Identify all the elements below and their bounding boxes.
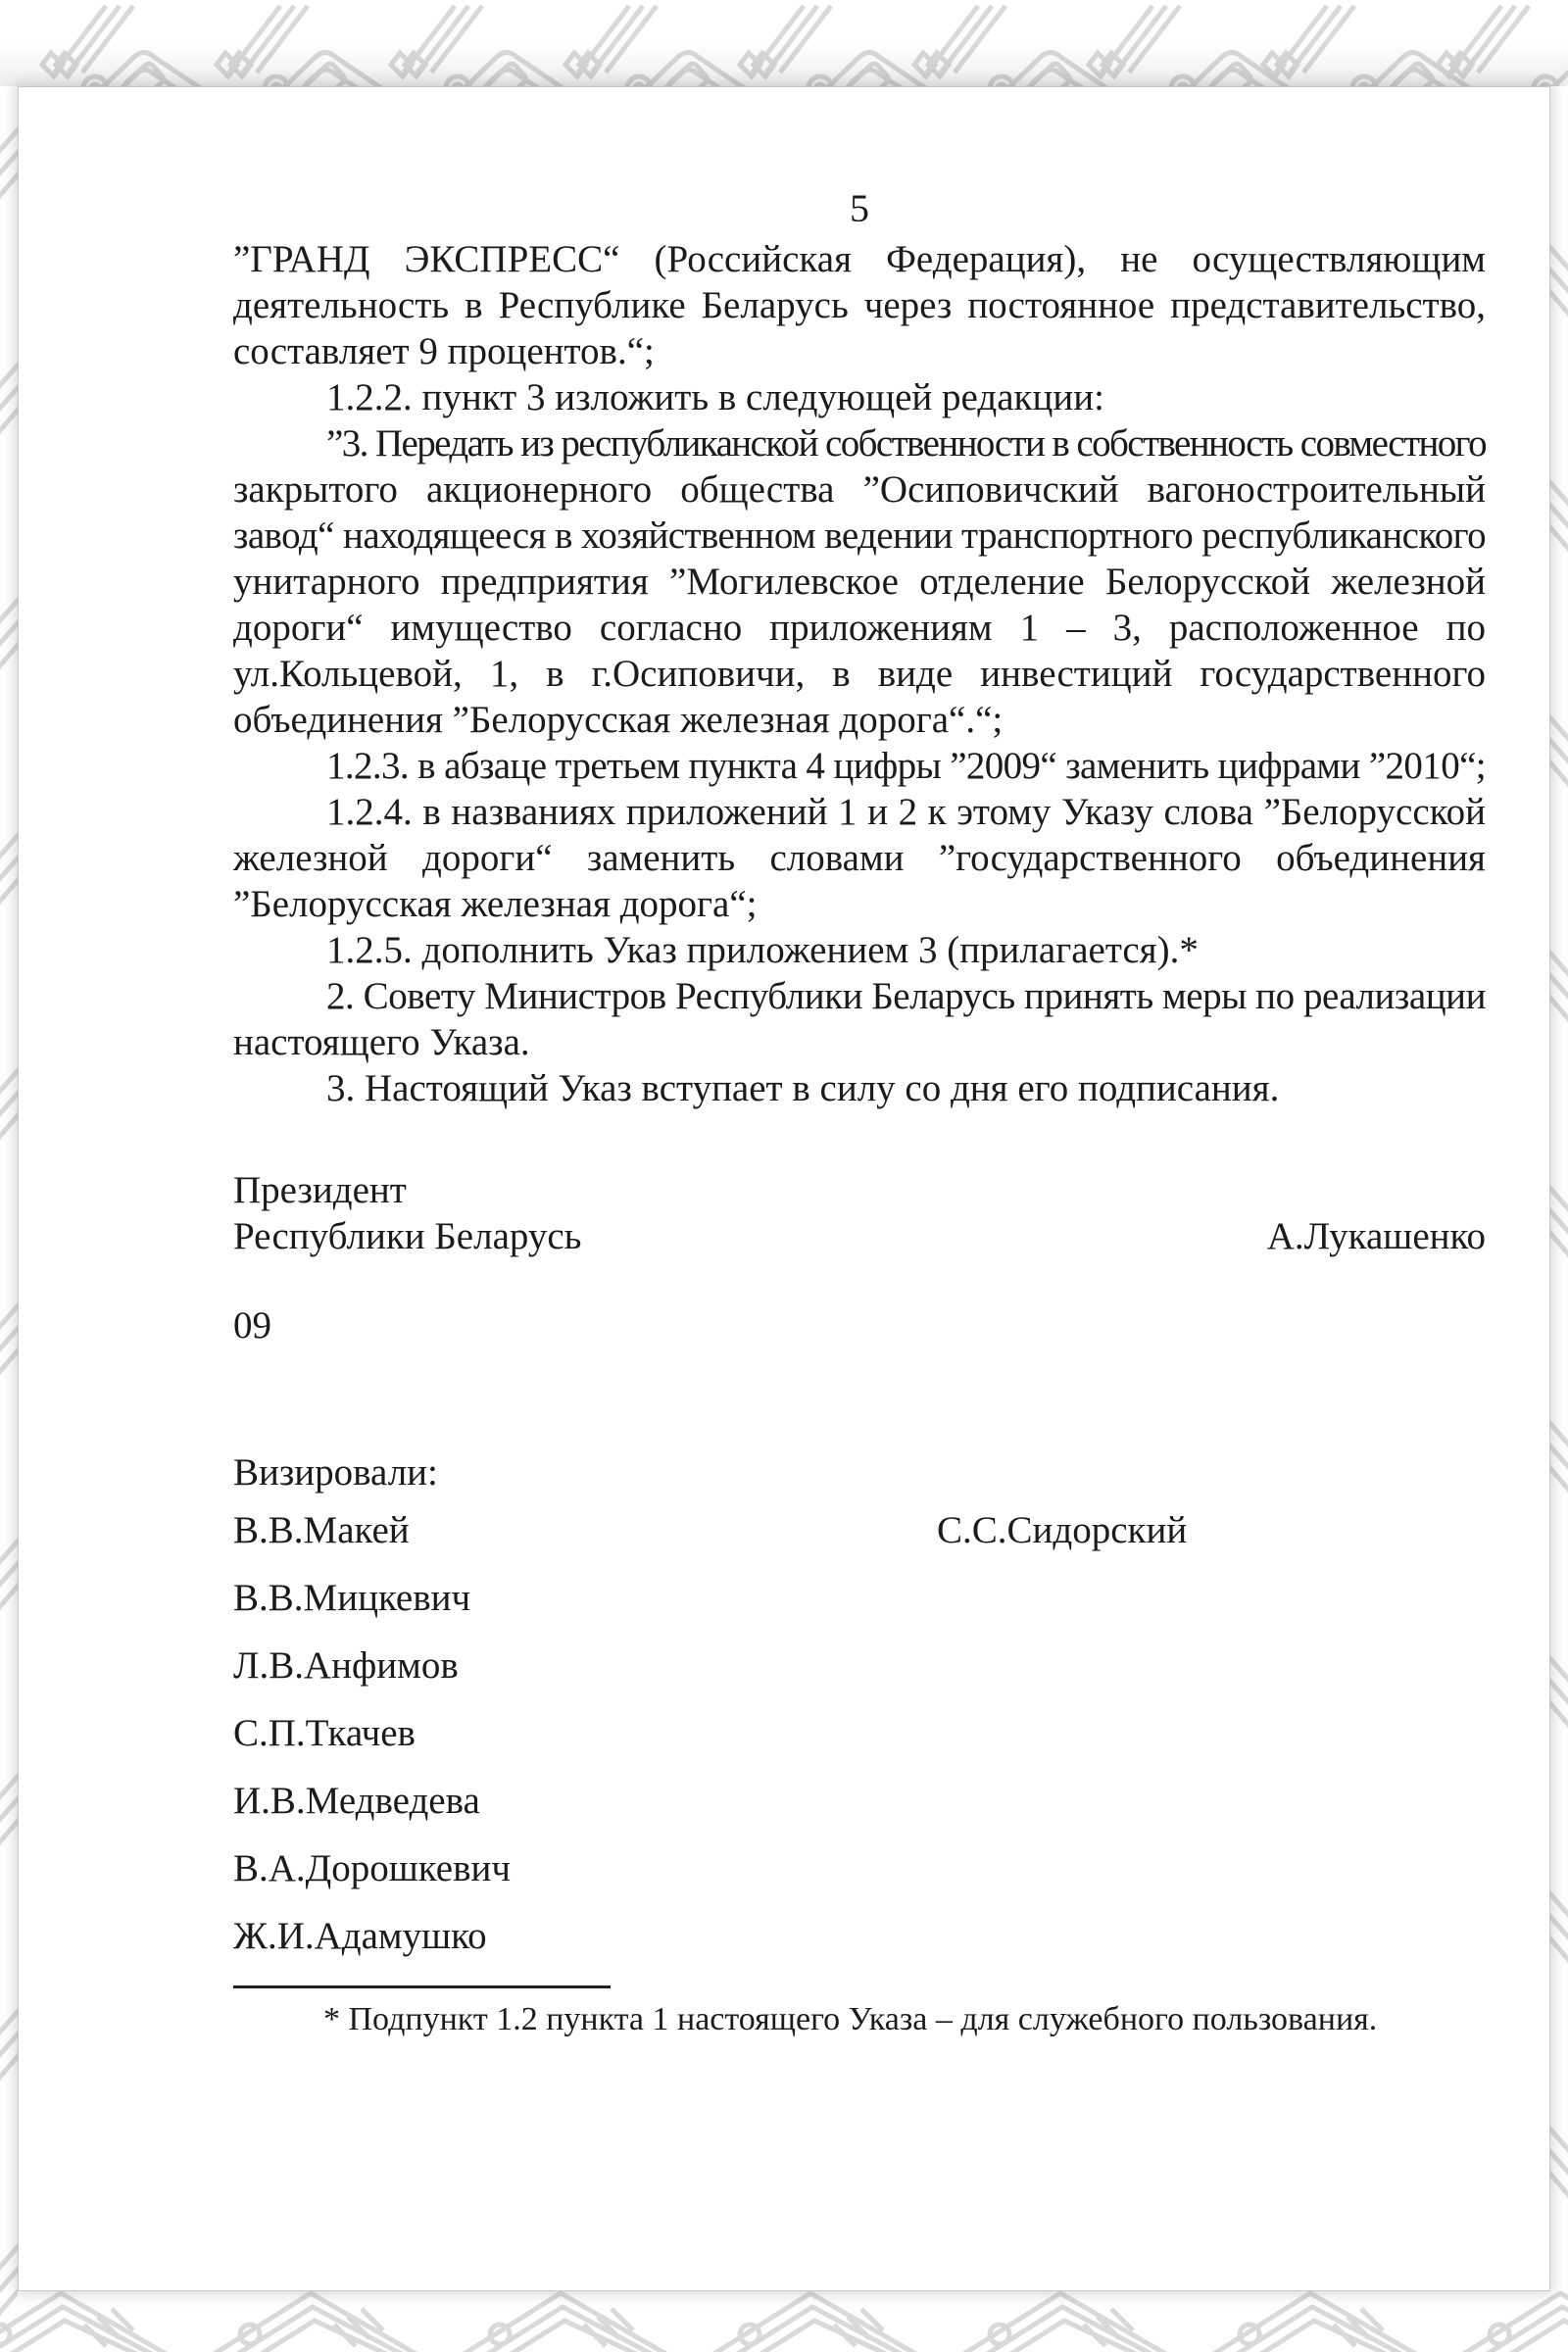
paragraph <box>233 420 1486 743</box>
doc-line <box>233 513 1486 559</box>
doc-line <box>233 835 1486 881</box>
footnote-block <box>233 1985 1486 2040</box>
doc-line-text: унитарного предприятия ”Могилевское отделение Белорусской железной <box>233 561 1486 603</box>
doc-line-text: ”3. Передать из республиканской собственности в собственность совместного <box>326 422 1487 465</box>
paragraph <box>233 1065 1486 1111</box>
visa-name: В.В.Мицкевич <box>233 1577 471 1619</box>
doc-line <box>233 466 1486 513</box>
visa-name: Л.В.Анфимов <box>233 1644 459 1687</box>
doc-line <box>233 1065 1486 1111</box>
signature-name: А.Лукашенко <box>1266 1215 1486 1257</box>
doc-line-text: деятельность в Республике Беларусь через постоянное представительство, <box>233 284 1486 326</box>
doc-line-text: 1.2.4. в названиях приложений 1 и 2 к этому Указу слова ”Белорусской <box>326 791 1486 833</box>
doc-line <box>233 697 1486 743</box>
visa-name: В.А.Дорошкевич <box>233 1847 511 1889</box>
scan-shadow <box>0 43 1568 86</box>
doc-line <box>233 374 1486 420</box>
doc-line-text: дороги“ имущество согласно приложениям 1 – 3, расположенное по <box>233 607 1487 649</box>
doc-line-text: завод“ находящееся в хозяйственном ведении транспортного республиканского <box>233 514 1486 557</box>
doc-line <box>233 282 1486 328</box>
doc-line-text: 3. Настоящий Указ вступает в силу со дня его подписания. <box>326 1067 1280 1109</box>
doc-line-text: составляет 9 процентов.“; <box>233 330 655 372</box>
paragraph <box>233 374 1486 420</box>
doc-line <box>233 973 1486 1019</box>
ornament-border-left <box>0 0 18 2352</box>
doc-line-text: ул.Кольцевой, 1, в г.Осиповичи, в виде инвестиций государственного <box>233 653 1486 695</box>
visa-row <box>233 1845 1486 1913</box>
paragraph <box>233 743 1486 789</box>
paragraph <box>233 236 1486 374</box>
visa-row <box>233 1913 1486 1981</box>
doc-line <box>233 927 1486 973</box>
visa-name: С.П.Ткачев <box>233 1712 416 1754</box>
decree-text <box>233 236 1486 1111</box>
visa-row <box>233 1710 1486 1778</box>
doc-line-text: 1.2.3. в абзаце третьем пункта 4 цифры ”2009“ заменить цифрами ”2010“; <box>326 745 1486 787</box>
paragraph <box>233 927 1486 973</box>
visa-row <box>233 1778 1486 1845</box>
ornament-border-bottom <box>0 2291 1568 2352</box>
visa-name: В.В.Макей <box>233 1509 410 1551</box>
doc-line <box>233 559 1486 605</box>
visas-block <box>233 1449 1486 1981</box>
footnote-rule <box>233 1985 611 1988</box>
doc-line <box>233 1019 1486 1065</box>
doc-line <box>233 651 1486 697</box>
visa-row <box>233 1575 1486 1642</box>
doc-line <box>233 743 1486 789</box>
visa-name-right: С.С.Сидорский <box>937 1509 1188 1551</box>
signature-block <box>233 1167 1486 1259</box>
doc-line-text: объединения ”Белорусская железная дорога“.“; <box>233 699 1004 741</box>
doc-line <box>233 328 1486 374</box>
doc-line-text: ”Белорусская железная дорога“; <box>233 883 758 925</box>
footnote-text: * Подпункт 1.2 пункта 1 настоящего Указа – для служебного пользования. <box>323 2001 1378 2037</box>
doc-line-text: ”ГРАНД ЭКСПРЕСС“ (Российская Федерация), не осуществляющим <box>233 238 1486 280</box>
visa-name: И.В.Медведева <box>233 1780 480 1822</box>
signature-title-line2: Республики Беларусь <box>233 1215 582 1257</box>
doc-line-text: 1.2.2. пункт 3 изложить в следующей редакции: <box>326 376 1104 418</box>
visas-label: Визировали: <box>233 1451 438 1494</box>
footnote <box>233 1999 1486 2040</box>
doc-line <box>233 881 1486 927</box>
doc-line <box>233 605 1486 651</box>
ornament-border-right <box>1550 0 1568 2352</box>
doc-line-text: 2. Совету Министров Республики Беларусь принять меры по реализации <box>326 975 1486 1017</box>
footnote-line <box>233 1999 1486 2040</box>
visa-row <box>233 1507 1486 1575</box>
doc-line <box>233 236 1486 282</box>
doc-line-text: железной дороги“ заменить словами ”государственного объединения <box>233 837 1486 879</box>
paragraph <box>233 789 1486 927</box>
doc-code: 09 <box>233 1304 271 1347</box>
doc-line-text: закрытого акционерного общества ”Осиповичский вагоностроительный <box>233 468 1487 511</box>
doc-line-text: настоящего Указа. <box>233 1021 530 1063</box>
signature-title-line1: Президент <box>233 1169 407 1211</box>
paragraph <box>233 973 1486 1065</box>
doc-line <box>233 789 1486 835</box>
document-page <box>18 86 1550 2291</box>
visa-row <box>233 1642 1486 1710</box>
page-number: 5 <box>850 186 869 230</box>
doc-line <box>233 420 1486 466</box>
signature-title <box>233 1167 581 1259</box>
visa-name: Ж.И.Адамушко <box>233 1915 487 1957</box>
doc-line-text: 1.2.5. дополнить Указ приложением 3 (прилагается).* <box>326 929 1199 971</box>
